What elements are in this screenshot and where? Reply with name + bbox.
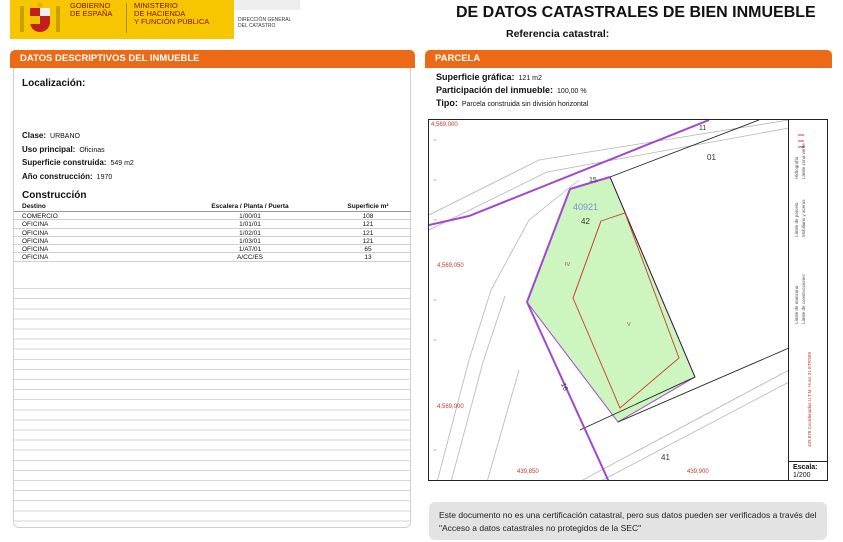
logo-divider: [126, 3, 127, 33]
parcel-ref: 40921: [573, 202, 599, 212]
parcel-number: 42: [581, 217, 590, 226]
parcel-polygon: [527, 177, 695, 422]
legend-item-6: Hidrografía: [794, 156, 799, 179]
table-row: OFICINA 1/AT/01 65: [14, 245, 411, 253]
built-area-value: 549 m2: [110, 160, 134, 167]
construction-year-value: 1970: [96, 174, 113, 181]
coord-x-right: 439,900: [687, 469, 709, 475]
catastro-label: DIRECCIÓN GENERAL DEL CATASTRO: [234, 0, 300, 39]
table-row: OFICINA 1/01/01 121: [14, 220, 411, 228]
built-area-field: Superficie construida: 549 m2: [22, 158, 134, 167]
map-scale: Escala: 1/200: [788, 461, 828, 481]
table-header: Destino Escalera / Planta / Puerta Superficie m²: [14, 202, 411, 212]
coord-y-top: 4,569,000: [431, 122, 458, 128]
neighbor-parcel-41: 41: [661, 453, 670, 462]
table-row: OFICINA 1/02/01 121: [14, 229, 411, 237]
location-label: Localización:: [22, 78, 86, 89]
utm-note: 439,878 Coordenadas U.T.M. Huso 31 ETRS89: [807, 351, 812, 447]
document-title: DE DATOS CATASTRALES DE BIEN INMUEBLE: [456, 4, 816, 21]
scale-value: 1/200: [793, 472, 811, 479]
legend-item-2: Límite de parcela: [794, 202, 799, 237]
coord-x-left: 439,850: [517, 469, 539, 475]
cadastral-map[interactable]: [428, 119, 828, 481]
coord-y-low: 4,569,000: [437, 404, 464, 410]
construction-table: [14, 202, 411, 262]
catastro-strip: [234, 0, 300, 10]
construction-year-field: Año construcción: 1970: [22, 172, 113, 181]
graphic-area-value: 121 m2: [518, 75, 542, 82]
disclaimer-note: Este documento no es una certificación catastral, pero sus datos pueden ser verificados a través del "Acceso a datos catastrales no protegidos de la SEC": [429, 502, 827, 540]
type-value: Parcela construida sin división horizontal: [461, 101, 589, 108]
class-field: Clase: URBANO: [22, 131, 80, 140]
legend-item-3: Límite de construcciones: [801, 274, 806, 324]
table-row: OFICINA 1/03/01 121: [14, 237, 411, 245]
government-logo: [10, 0, 234, 39]
neighbor-parcel-01: 01: [707, 153, 716, 162]
empty-table-lines: [14, 279, 411, 523]
table-row: COMERCIO 1/00/01 108: [14, 212, 411, 220]
type-field: Tipo: Parcela construida sin división horizontal: [436, 98, 589, 108]
floors-v: V: [627, 322, 631, 328]
ministry-name: MINISTERIO DE HACIENDA Y FUNCIÓN PÚBLICA: [134, 1, 210, 26]
legend-item-4: Mobiliario y aceras: [801, 199, 806, 237]
class-value: URBANO: [50, 133, 80, 140]
construction-title: Construcción: [22, 190, 87, 201]
map-legend: [788, 119, 828, 462]
graphic-area-field: Superficie gráfica: 121 m2: [436, 72, 542, 82]
legend-item-1: Límite de manzana: [794, 285, 799, 324]
street-number-mid: 15: [589, 177, 597, 184]
participation-field: Participación del inmueble: 100,00 %: [436, 85, 587, 95]
gov-name: GOBIERNO DE ESPAÑA: [70, 1, 113, 18]
map-drawing: [429, 120, 828, 481]
street-number-low: 16: [559, 382, 569, 392]
floors-iv: IV: [565, 262, 571, 268]
participation-value: 100,00 %: [557, 88, 587, 95]
cadastral-reference-label: Referencia catastral:: [506, 28, 610, 40]
legend-item-5: Límite zona verde: [801, 143, 806, 179]
descriptive-data-header: DATOS DESCRIPTIVOS DEL INMUEBLE: [10, 50, 415, 68]
coord-y-mid: 4,569,050: [437, 263, 464, 269]
main-use-value: Oficinas: [79, 147, 105, 154]
street-number-top: 11: [699, 125, 707, 132]
table-row: OFICINA A/CC/ES 13: [14, 253, 411, 261]
coat-of-arms-icon: [14, 2, 66, 36]
main-use-field: Uso principal: Oficinas: [22, 145, 105, 154]
parcel-header: PARCELA: [425, 50, 832, 68]
